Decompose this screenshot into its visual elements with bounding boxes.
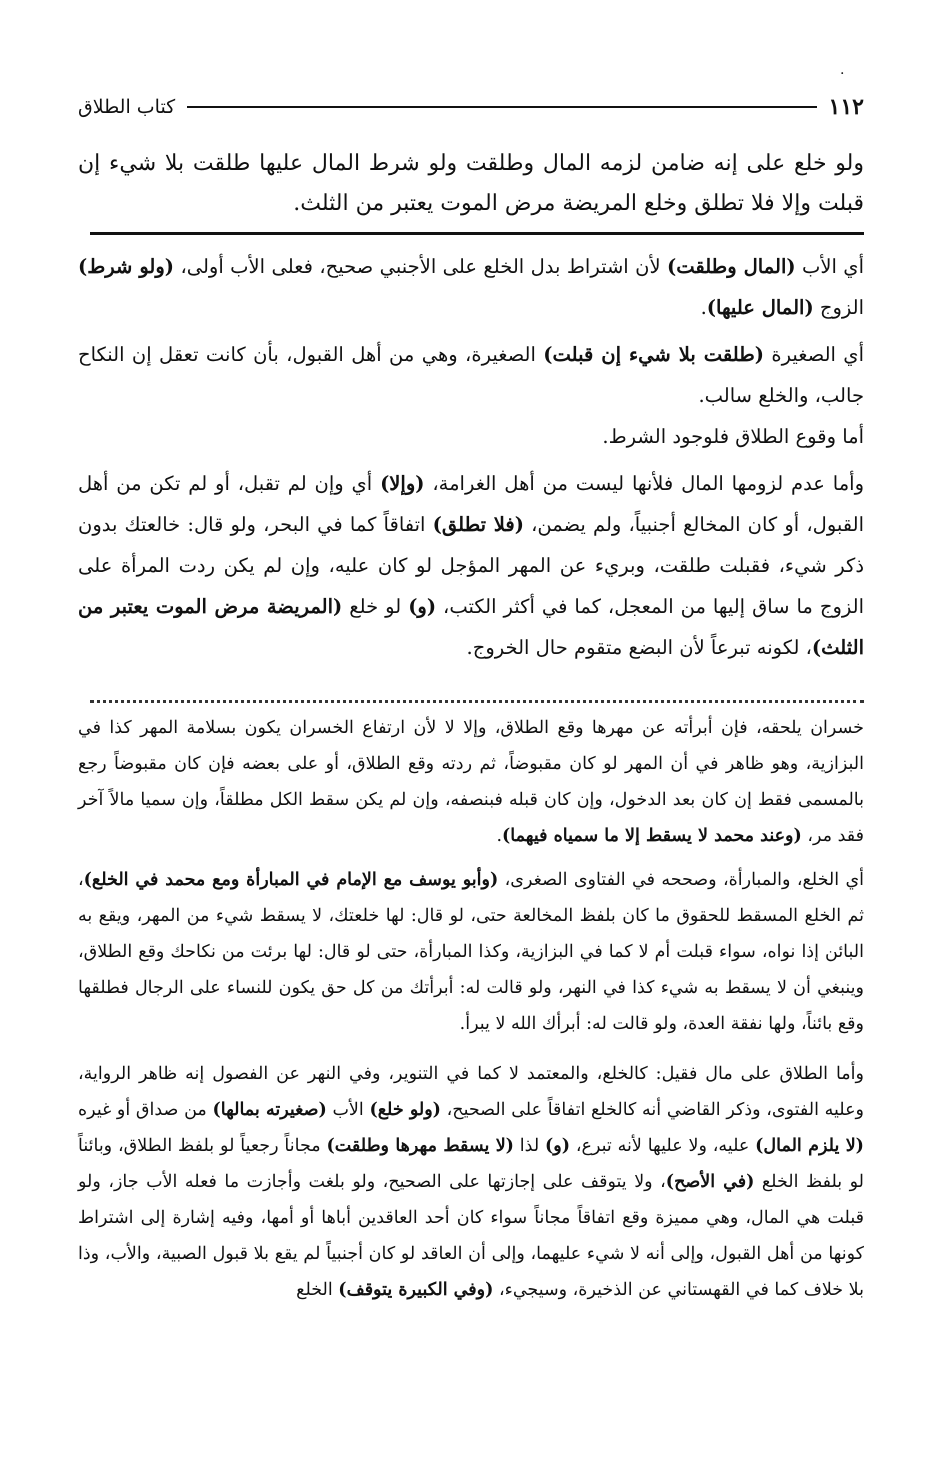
commentary xyxy=(78,246,864,668)
book-title: كتاب الطلاق xyxy=(78,96,176,118)
footnote-paragraph: وأما الطلاق على مال فقيل: كالخلع، والمعتمد لا كما في التنوير، وفي النهر عن الفصول إنه ظاهر الرواية، وعليه الفتوى، وذكر القاضي أنه كالخلع اتفاقاً على الصحيح، (ولو خلع) الأب (صغيرته بمالها) من صداق أو غيره (لا يلزم المال) عليه، ولا عليها لأنه تبرع، (و) لذا (لا يسقط مهرها وطلقت) مجاناً رجعياً لو بلفظ الطلاق، وبائناً لو بلفظ الخلع (في الأصح)، ولا يتوقف على إجازتها على الصحيح، ولو بلغت وأجازت ما فعله الأب جاز، ولو قبلت هي المال، وهي مميزة وقع اتفاقاً مجاناً سواء كان أحد العاقدين أباها أو أمها، وفيه إشارة إلى اشتراط كونها من أهل القبول، وإلى أنه لا شيء عليهما، وإلى أن العاقد لو كان أجنبياً لم يقع بلا قبول الصبية، والأب، وذا بلا خلاف كما في القهستاني عن الذخيرة، وسيجيء، (وفي الكبيرة يتوقف) الخلع xyxy=(78,1064,864,1300)
commentary-paragraph: أي الأب (المال وطلقت) لأن اشتراط بدل الخلع على الأجنبي صحيح، فعلى الأب أولى، (ولو شرط) الزوج (المال عليها). xyxy=(78,255,864,319)
footnote-paragraph: خسران يلحقه، فإن أبرأته عن مهرها وقع الطلاق، وإلا لا لأن ارتفاع الخسران يكون بسلامة المهر كذا في البزازية، وهو ظاهر في أن المهر لو كان مقبوضاً، ثم ردته وقع الطلاق، أو على بعضه فإن كان مقبوضاً رجع بالمسمى فقط إن كان بعد الدخول، وإن كان قبله فبنصفه، وإن لم يكن سقط الكل مطلقاً، وإن سميا مالاً آخر فقد مر، (وعند محمد لا يسقط إلا ما سمياه فيهما). xyxy=(78,718,864,846)
book-page xyxy=(78,58,864,1448)
main-text: ولو خلع على إنه ضامن لزمه المال وطلقت ولو شرط المال عليها طلقت بلا شيء إن قبلت وإلا فلا تطلق وخلع المريضة مرض الموت يعتبر من الثلث. xyxy=(78,151,864,216)
commentary-paragraph: وأما عدم لزومها المال فلأنها ليست من أهل الغرامة، (وإلا) أي وإن لم تقبل، أو لم تكن من أهل القبول، أو كان المخالع أجنبياً، ولم يضمن، (فلا تطلق) اتفاقاً كما في البحر، ولو قال: خالعتك بدون ذكر شيء، فقبلت طلقت، وبريء عن المهر المؤجل لو كان عليه، وإن لم يكن ردت المرأة على الزوج ما ساق إليها من المعجل، كما في أكثر الكتب، (و) لو خلع (المريضة مرض الموت يعتبر من الثلث)، لكونه تبرعاً لأن البضع متقوم حال الخروج. xyxy=(78,472,865,659)
main-text-separator xyxy=(90,232,864,235)
footnote-paragraph: أي الخلع، والمبارأة، وصححه في الفتاوى الصغرى، (وأبو يوسف مع الإمام في المبارأة ومع محمد في الخلع)، ثم الخلع المسقط للحقوق ما كان بلفظ المخالعة حتى، لو قال: لها خلعتك، لا يسقط شيء من المهر، ويقع به البائن إذا نواه، سواء قبلت أم لا كما في البزازية، وكذا المبارأة، حتى لو قال: لها برئت من نكاحك وقع الطلاق، وينبغي أن لا يسقط به شيء كذا في النهر، ولو قالت له: أبرأتك من كل حق يكون للنساء على الرجال فطلقها وقع بائناً، ولها نفقة العدة، ولو قالت له: أبرأك الله لا يبرأ. xyxy=(78,870,865,1034)
footnote-separator xyxy=(90,700,864,703)
commentary-paragraph: أي الصغيرة (طلقت بلا شيء إن قبلت) الصغيرة، وهي من أهل القبول، بأن كانت تعقل إن النكاح جالب، والخلع سالب. xyxy=(78,343,864,407)
header-rule xyxy=(187,106,816,108)
page-number: ١١٢ xyxy=(828,94,864,120)
page-header xyxy=(78,90,864,124)
page-mark: . xyxy=(840,62,845,78)
commentary-paragraph: أما وقوع الطلاق فلوجود الشرط. xyxy=(602,425,864,448)
footnotes xyxy=(78,710,864,1308)
